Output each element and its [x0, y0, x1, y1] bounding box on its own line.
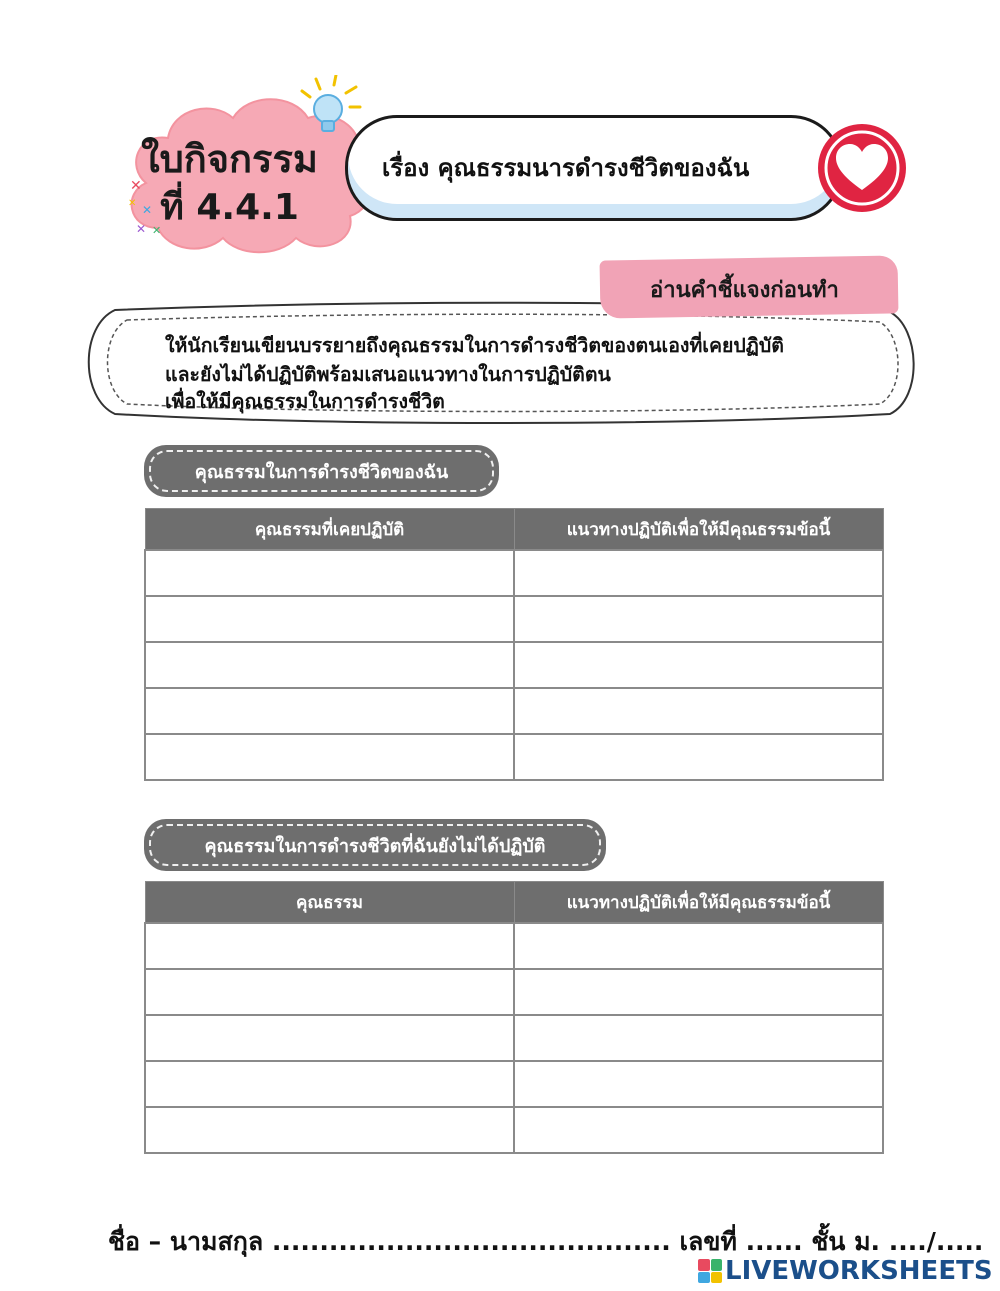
table-header-row: [145, 882, 883, 924]
table-row: [145, 923, 883, 969]
student-info-line: ชื่อ – นามสกุล .......................................... เลขที่ ...... ชั้น ม. ..../.....: [108, 1227, 984, 1256]
svg-text:✕: ✕: [142, 203, 153, 217]
answer-cell[interactable]: [145, 642, 514, 688]
section-label-not-practiced: [144, 819, 606, 871]
practiced-virtues-table: [144, 508, 884, 781]
table-row: [145, 596, 883, 642]
instruction-line: และยังไม่ได้ปฏิบัติพร้อมเสนอแนวทางในการปฏิบัติตน: [165, 363, 611, 386]
table-row: [145, 1107, 883, 1153]
answer-cell[interactable]: [514, 734, 883, 780]
logo-badge-icon: [698, 1259, 722, 1283]
activity-number: ที่ 4.4.1: [160, 187, 299, 228]
instruction-line: ให้นักเรียนเขียนบรรยายถึงคุณธรรมในการดำรงชีวิตของตนเองที่เคยปฏิบัติ: [165, 334, 784, 357]
section-label-text: คุณธรรมในการดำรงชีวิตที่ฉันยังไม่ได้ปฏิบัติ: [204, 836, 546, 857]
table-row: [145, 969, 883, 1015]
answer-cell[interactable]: [145, 1107, 514, 1153]
answer-cell[interactable]: [514, 688, 883, 734]
answer-cell[interactable]: [145, 1015, 514, 1061]
answer-cell[interactable]: [514, 1015, 883, 1061]
heart-icon: [812, 118, 912, 218]
activity-title: ใบกิจกรรม: [141, 137, 318, 181]
answer-cell[interactable]: [145, 969, 514, 1015]
table-row: [145, 688, 883, 734]
column-header: แนวทางปฏิบัติเพื่อให้มีคุณธรรมข้อนี้: [514, 882, 883, 924]
answer-cell[interactable]: [514, 1061, 883, 1107]
instruction-line: เพื่อให้มีคุณธรรมในการดำรงชีวิต: [165, 390, 445, 413]
instructions-tag-label: อ่านคำชี้แจงก่อนทำ: [650, 278, 839, 303]
topic-title: เรื่อง คุณธรรมนารดำรงชีวิตของฉัน: [382, 154, 750, 182]
table-row: [145, 1015, 883, 1061]
liveworksheets-logo: [698, 1256, 993, 1286]
table-row: [145, 734, 883, 780]
column-header: แนวทางปฏิบัติเพื่อให้มีคุณธรรมข้อนี้: [514, 509, 883, 551]
table-row: [145, 1061, 883, 1107]
answer-cell[interactable]: [145, 923, 514, 969]
section-label-text: คุณธรรมในการดำรงชีวิตของฉัน: [194, 462, 449, 483]
answer-cell[interactable]: [514, 642, 883, 688]
answer-cell[interactable]: [145, 688, 514, 734]
answer-cell[interactable]: [514, 923, 883, 969]
answer-cell[interactable]: [514, 550, 883, 596]
svg-text:✕: ✕: [128, 198, 137, 209]
svg-text:✕: ✕: [152, 224, 162, 237]
answer-cell[interactable]: [514, 596, 883, 642]
answer-cell[interactable]: [145, 734, 514, 780]
answer-cell[interactable]: [145, 550, 514, 596]
answer-cell[interactable]: [145, 596, 514, 642]
brand-name: LIVEWORKSHEETS: [725, 1256, 993, 1286]
table-row: [145, 550, 883, 596]
column-header: คุณธรรม: [145, 882, 514, 924]
table-header-row: [145, 509, 883, 551]
column-header: คุณธรรมที่เคยปฏิบัติ: [145, 509, 514, 551]
svg-text:✕: ✕: [136, 222, 147, 236]
unpracticed-virtues-table: [144, 881, 884, 1154]
section-label-practiced: [144, 445, 499, 497]
svg-text:✕: ✕: [130, 178, 142, 194]
answer-cell[interactable]: [145, 1061, 514, 1107]
answer-cell[interactable]: [514, 969, 883, 1015]
answer-cell[interactable]: [514, 1107, 883, 1153]
table-row: [145, 642, 883, 688]
